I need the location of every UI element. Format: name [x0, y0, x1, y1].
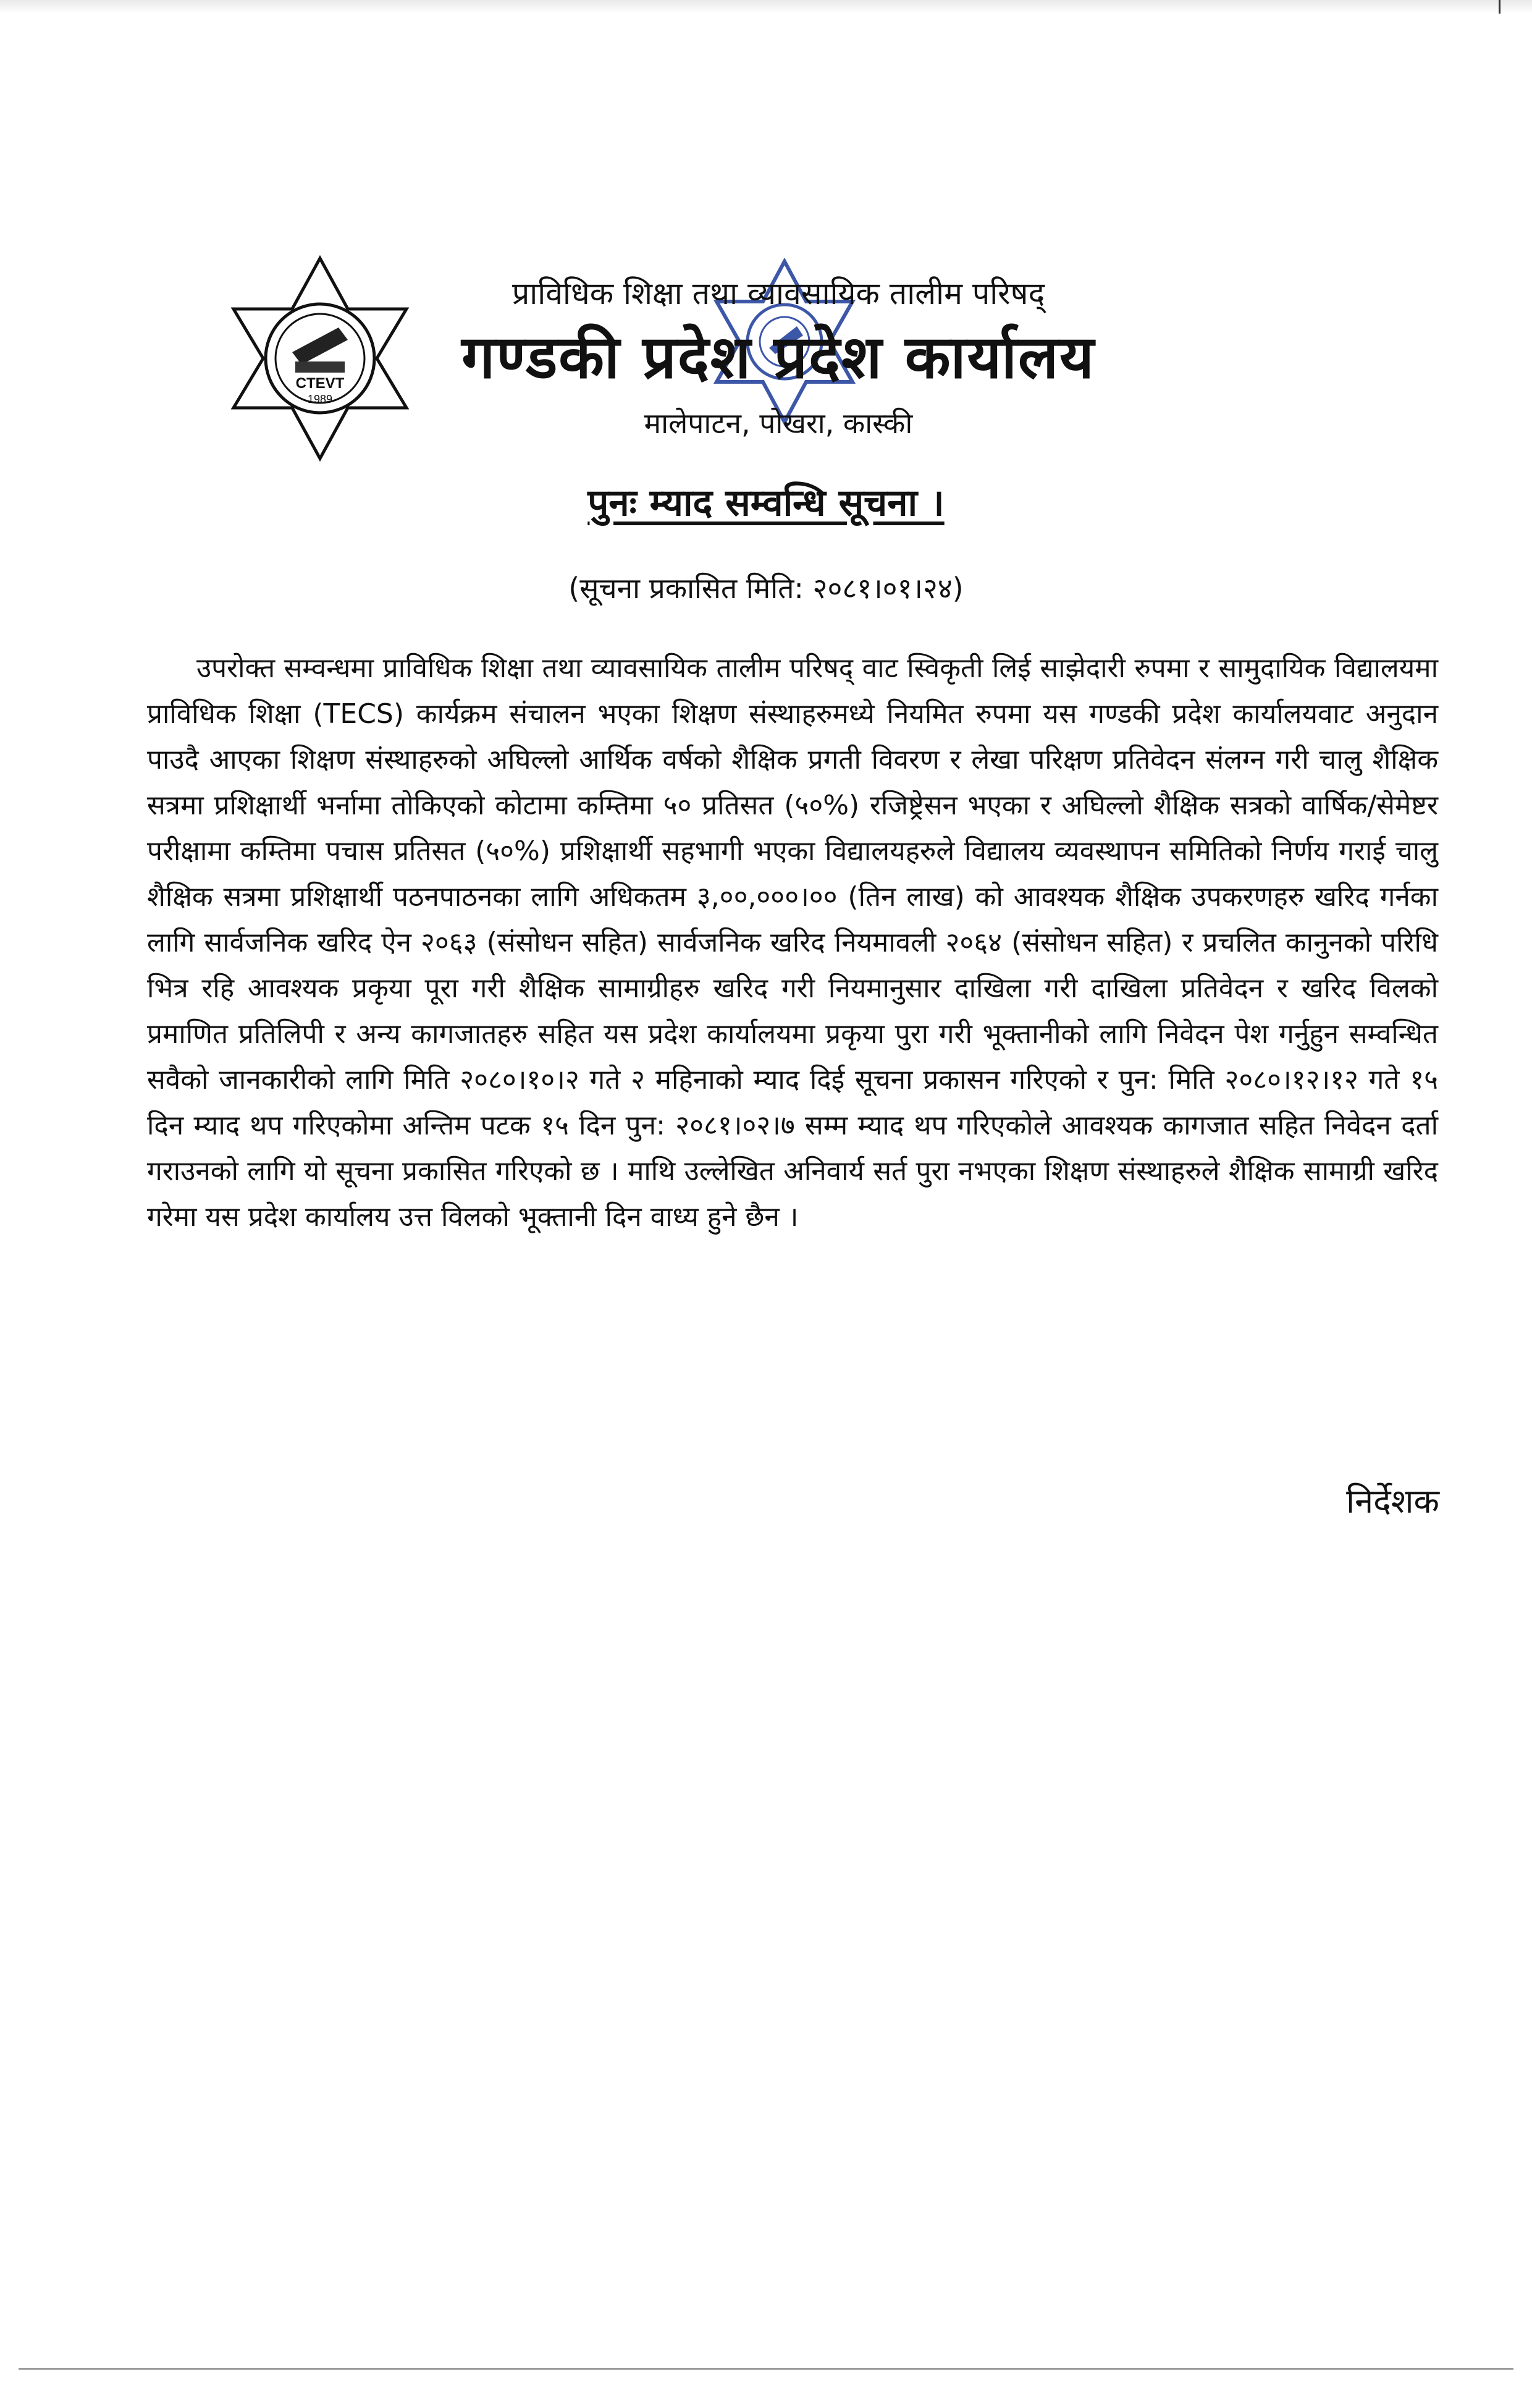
published-date: (सूचना प्रकासित मिति: २०८१।०१।२४)	[568, 572, 964, 605]
office-address: मालेपाटन, पोखरा, कास्की	[644, 407, 913, 440]
letterhead	[408, 272, 1149, 442]
scan-edge	[0, 0, 1532, 14]
organization-name: प्राविधिक शिक्षा तथा व्यावसायिक तालीम परिषद्	[511, 276, 1045, 311]
notice-body: उपरोक्त सम्वन्धमा प्राविधिक शिक्षा तथा व्यावसायिक तालीम परिषद् वाट स्विकृती लिई साझेदारी रुपमा र सामुदायिक विद्यालयमा प्राविधिक शिक्षा (TECS) कार्यक्रम संचालन भएका शिक्षण संस्थाहरुमध्ये नियमित रुपमा यस गण्डकी प्रदेश कार्यालयवाट अनुदान पाउदै आएका शिक्षण संस्थाहरुको अघिल्लो आर्थिक वर्षको शैक्षिक प्रगती विवरण र लेखा परिक्षण प्रतिवेदन संलग्न गरी चालु शैक्षिक सत्रमा प्रशिक्षार्थी भर्नामा तोकिएको कोटामा कम्तिमा ५० प्रतिसत (५०%) रजिष्ट्रेसन भएका र अघिल्लो शैक्षिक सत्रको वार्षिक/सेमेष्टर परीक्षामा कम्तिमा पचास प्रतिसत (५०%) प्रशिक्षार्थी सहभागी भएका विद्यालयहरुले विद्यालय व्यवस्थापन समितिको निर्णय गराई चालु शैक्षिक सत्रमा प्रशिक्षार्थी पठनपाठनका लागि अधिकतम ३,००,०००।०० (तिन लाख) को आवश्यक शैक्षिक उपकरणहरु खरिद गर्नका लागि सार्वजनिक खरिद ऐन २०६३ (संसोधन सहित) सार्वजनिक खरिद नियमावली २०६४ (संसोधन सहित) र प्रचलित कानुनको परिधि भित्र रहि आवश्यक प्रकृया पूरा गरी शैक्षिक सामाग्रीहरु खरिद गरी नियमानुसार दाखिला गरी दाखिला प्रतिवेदन र खरिद विलको प्रमाणित प्रतिलिपी र अन्य कागजातहरु सहित यस प्रदेश कार्यालयमा प्रकृया पुरा गरी भूक्तानीको लागि निवेदन पेश गर्नुहुन सम्वन्धित सवैको जानकारीको लागि मिति २०८०।१०।२ गते २ महिनाको म्याद दिई सूचना प्रकासन गरिएको र पुन: मिति २०८०।१२।१२ गते १५ दिन म्याद थप गरिएकोमा अन्तिम पटक १५ दिन पुन: २०८१।०२।७ सम्म म्याद थप गरिएकोले आवश्यक कागजात सहित निवेदन दर्ता गराउनको लागि यो सूचना प्रकासित गरिएको छ । माथि उल्लेखित अनिवार्य सर्त पुरा नभएका शिक्षण संस्थाहरुले शैक्षिक सामाग्री खरिद गरेमा यस प्रदेश कार्यालय उत्त विलको भूक्तानी दिन वाध्य हुने छैन ।	[147, 653, 1438, 1233]
logo-text: CTEVT	[295, 375, 345, 392]
ctevt-logo-icon	[215, 253, 425, 463]
notice-title	[0, 476, 1532, 526]
office-name: गण्डकी प्रदेश प्रदेश कार्यालय	[461, 323, 1095, 392]
signatory: निर्देशक	[1346, 1482, 1439, 1521]
corner-mark	[1499, 0, 1500, 14]
notice-title-text: पुनः म्याद सम्वन्धि सूचना ।	[587, 481, 945, 525]
page-bottom-rule	[19, 2368, 1513, 2370]
logo-year: 1989	[307, 393, 333, 405]
